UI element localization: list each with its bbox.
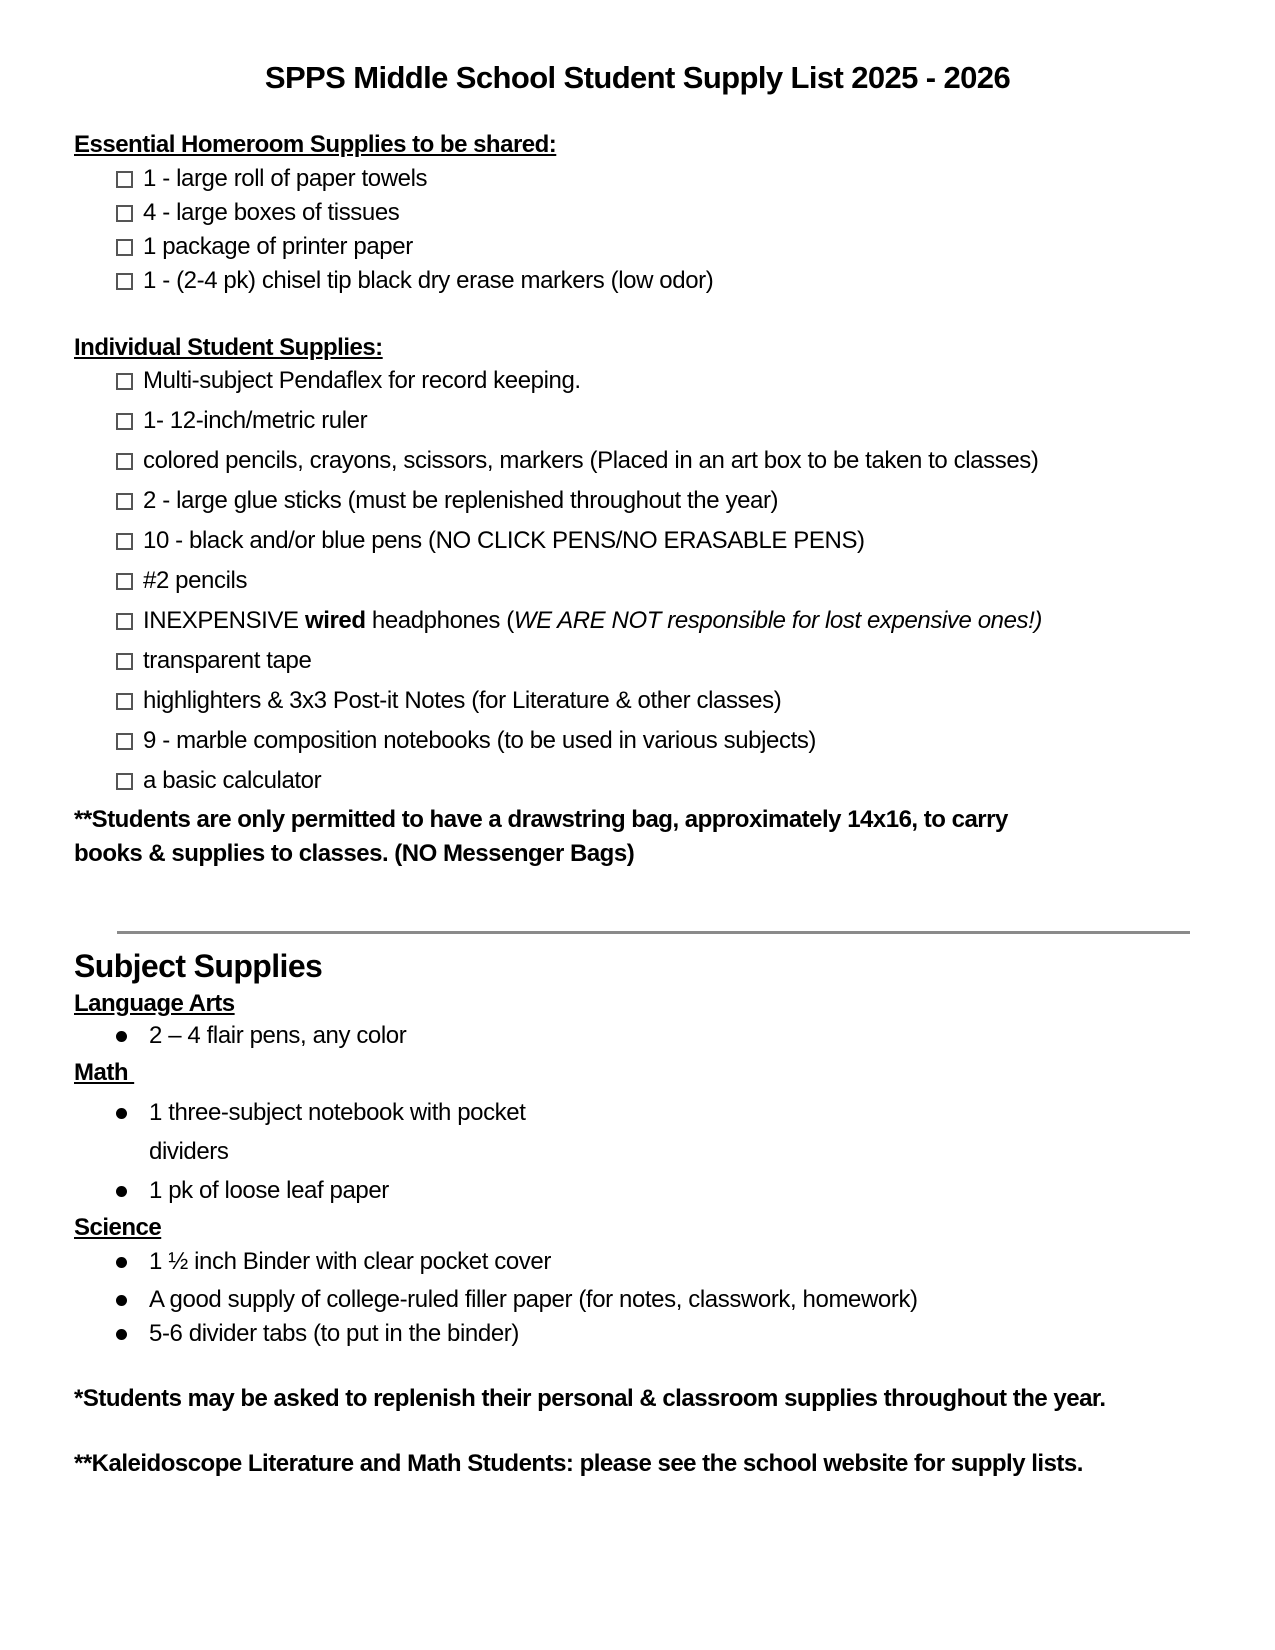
divider: [117, 931, 1190, 934]
checkbox-icon[interactable]: [116, 653, 133, 670]
checkbox-icon[interactable]: [116, 493, 133, 510]
kaleidoscope-note: **Kaleidoscope Literature and Math Students: please see the school website for supply lists.: [74, 1450, 1083, 1477]
homeroom-item: 1 package of printer paper: [116, 233, 413, 261]
checkbox-icon[interactable]: [116, 693, 133, 710]
language-arts-item: 2 – 4 flair pens, any color: [116, 1022, 406, 1050]
bullet-icon: [116, 1295, 127, 1306]
checkbox-icon[interactable]: [116, 453, 133, 470]
checkbox-icon[interactable]: [116, 613, 133, 630]
individual-item: 1- 12-inch/metric ruler: [116, 407, 367, 435]
bag-note-line1: **Students are only permitted to have a drawstring bag, approximately 14x16, to carry: [74, 806, 1008, 833]
homeroom-item: 1 - large roll of paper towels: [116, 165, 427, 193]
checkbox-icon[interactable]: [116, 733, 133, 750]
individual-item-headphones: INEXPENSIVE wired headphones ( WE ARE NOT responsible for lost expensive ones!): [116, 607, 1042, 635]
homeroom-item: 1 - (2-4 pk) chisel tip black dry erase markers (low odor): [116, 267, 713, 295]
homeroom-heading: Essential Homeroom Supplies to be shared:: [74, 131, 557, 158]
individual-item: #2 pencils: [116, 567, 247, 595]
individual-item: a basic calculator: [116, 767, 321, 795]
checkbox-icon[interactable]: [116, 773, 133, 790]
science-item: A good supply of college-ruled filler paper (for notes, classwork, homework): [116, 1286, 918, 1314]
individual-item: colored pencils, crayons, scissors, markers (Placed in an art box to be taken to classes): [116, 447, 1038, 475]
checkbox-icon[interactable]: [116, 273, 133, 290]
page-title: SPPS Middle School Student Supply List 2025 - 2026: [264, 60, 1011, 95]
bullet-icon: [116, 1108, 127, 1119]
checkbox-icon[interactable]: [116, 413, 133, 430]
checkbox-icon[interactable]: [116, 171, 133, 188]
checkbox-icon[interactable]: [116, 533, 133, 550]
math-item-continuation: dividers: [149, 1138, 229, 1165]
homeroom-item: 4 - large boxes of tissues: [116, 199, 399, 227]
math-heading: Math: [74, 1059, 135, 1086]
individual-item: 10 - black and/or blue pens (NO CLICK PENS/NO ERASABLE PENS): [116, 527, 865, 555]
science-item: 1 ½ inch Binder with clear pocket cover: [116, 1248, 551, 1276]
individual-heading: Individual Student Supplies:: [74, 334, 383, 361]
bullet-icon: [116, 1329, 127, 1340]
individual-item: 9 - marble composition notebooks (to be used in various subjects): [116, 727, 816, 755]
replenish-note: *Students may be asked to replenish their personal & classroom supplies throughout the year.: [74, 1385, 1106, 1412]
bag-note-line2: books & supplies to classes. (NO Messenger Bags): [74, 840, 635, 867]
subject-supplies-title: Subject Supplies: [74, 948, 323, 984]
checkbox-icon[interactable]: [116, 239, 133, 256]
science-heading: Science: [74, 1214, 162, 1241]
checkbox-icon[interactable]: [116, 205, 133, 222]
language-arts-heading: Language Arts: [74, 990, 235, 1017]
checkbox-icon[interactable]: [116, 373, 133, 390]
individual-item: Multi-subject Pendaflex for record keeping.: [116, 367, 581, 395]
individual-item: transparent tape: [116, 647, 311, 675]
science-item: 5-6 divider tabs (to put in the binder): [116, 1320, 519, 1348]
individual-item: 2 - large glue sticks (must be replenished throughout the year): [116, 487, 778, 515]
bullet-icon: [116, 1257, 127, 1268]
individual-item: highlighters & 3x3 Post-it Notes (for Literature & other classes): [116, 687, 781, 715]
checkbox-icon[interactable]: [116, 573, 133, 590]
math-item: 1 three-subject notebook with pocket: [116, 1099, 526, 1127]
bullet-icon: [116, 1186, 127, 1197]
math-item: 1 pk of loose leaf paper: [116, 1177, 389, 1205]
bullet-icon: [116, 1031, 127, 1042]
